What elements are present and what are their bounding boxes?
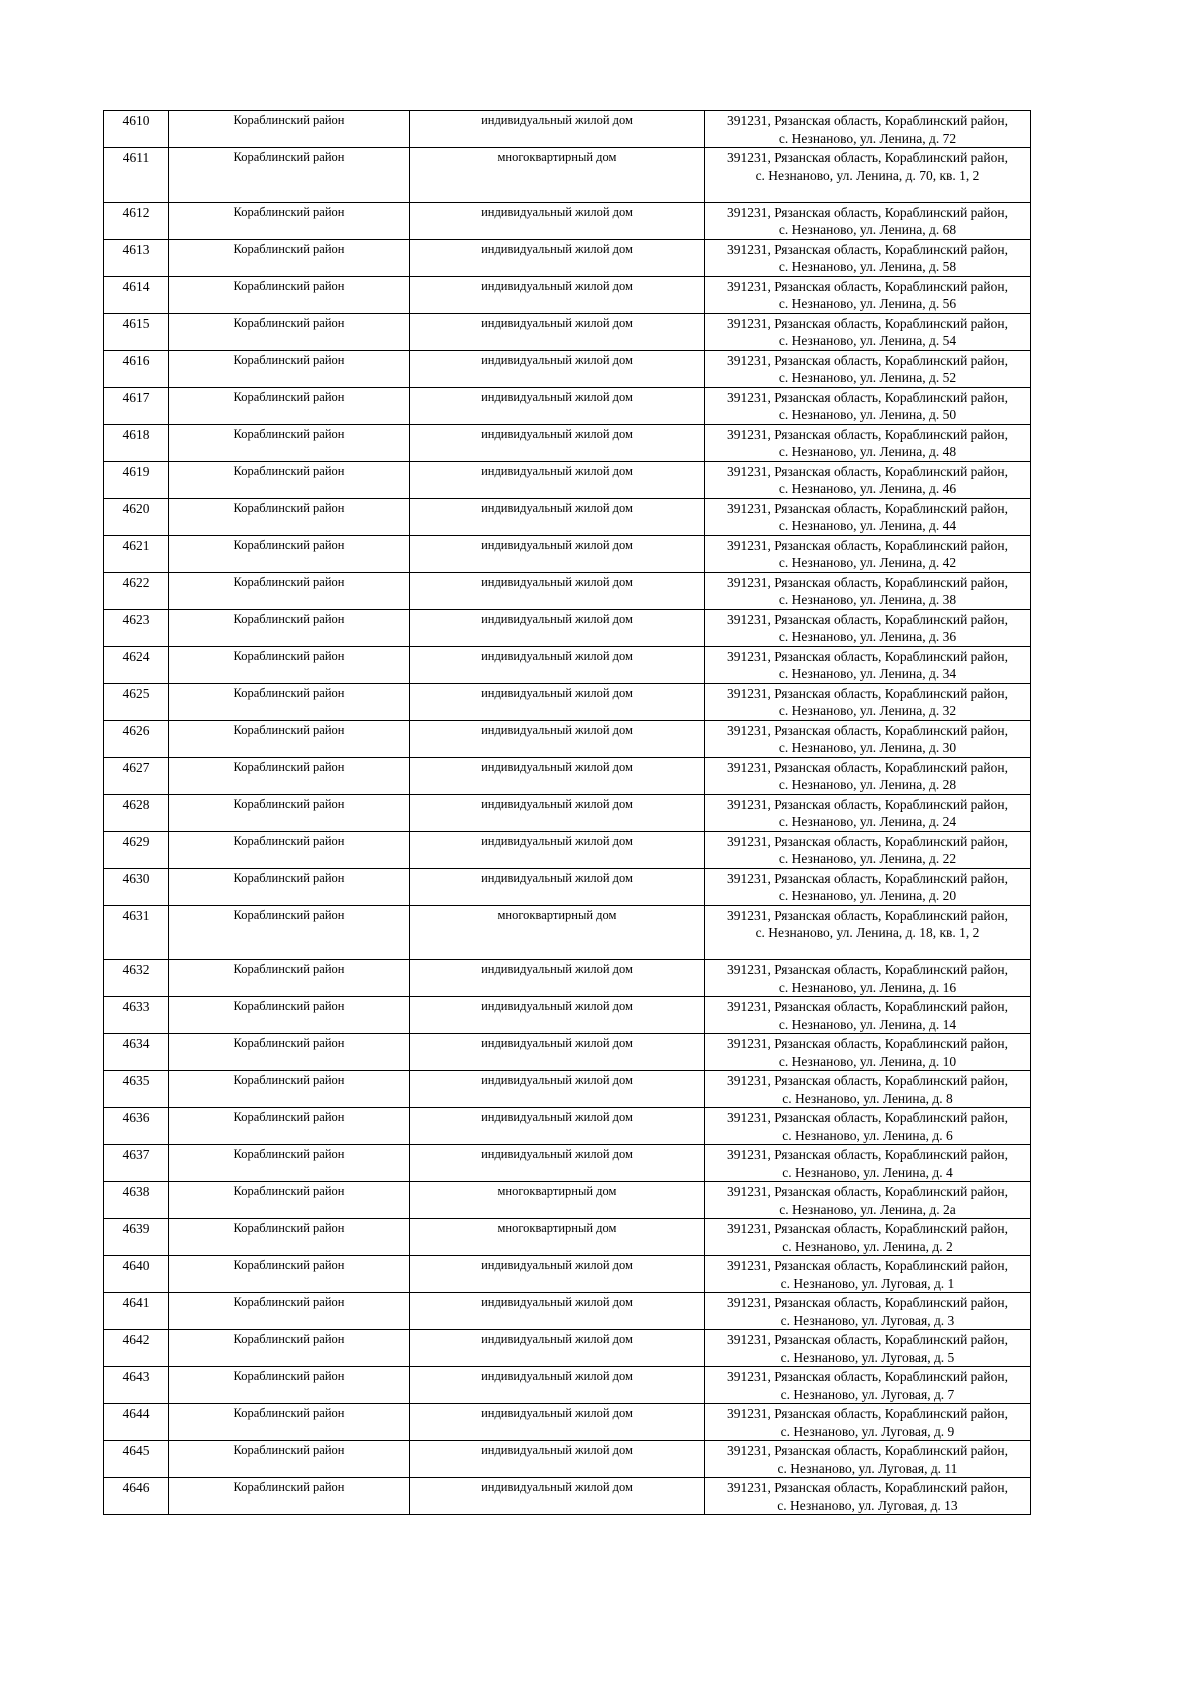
building-type-cell: индивидуальный жилой дом: [410, 498, 705, 535]
row-number: 4620: [104, 498, 169, 535]
address-cell: [705, 498, 1031, 535]
address-line-2: с. Незнаново, ул. Ленина, д. 2: [782, 1238, 953, 1254]
table-row: [104, 535, 1031, 572]
address-cell: [705, 905, 1031, 960]
row-number: 4642: [104, 1330, 169, 1367]
address-line-1: 391231, Рязанская область, Кораблинский район,: [727, 685, 1008, 701]
building-type-cell: индивидуальный жилой дом: [410, 1441, 705, 1478]
row-number: 4624: [104, 646, 169, 683]
row-number: 4610: [104, 111, 169, 148]
building-type-cell: индивидуальный жилой дом: [410, 1404, 705, 1441]
row-number: 4637: [104, 1145, 169, 1182]
district-cell: Кораблинский район: [169, 572, 410, 609]
row-number: 4616: [104, 350, 169, 387]
table-body: [104, 111, 1031, 1515]
address-line-2: с. Незнаново, ул. Луговая, д. 7: [780, 1386, 955, 1402]
building-type-cell: индивидуальный жилой дом: [410, 868, 705, 905]
table-row: [104, 1108, 1031, 1145]
table-row: [104, 757, 1031, 794]
address-line-2: с. Незнаново, ул. Ленина, д. 50: [778, 407, 957, 422]
district-cell: Кораблинский район: [169, 387, 410, 424]
address-cell: [705, 313, 1031, 350]
row-number: 4632: [104, 960, 169, 997]
table-row: [104, 1478, 1031, 1515]
address-line-2: с. Незнаново, ул. Ленина, д. 28: [778, 777, 957, 792]
building-type-cell: индивидуальный жилой дом: [410, 1478, 705, 1515]
table-row: [104, 720, 1031, 757]
district-cell: Кораблинский район: [169, 1034, 410, 1071]
district-cell: Кораблинский район: [169, 831, 410, 868]
district-cell: Кораблинский район: [169, 1108, 410, 1145]
address-line-2: с. Незнаново, ул. Ленина, д. 34: [778, 666, 957, 681]
row-number: 4630: [104, 868, 169, 905]
table-row: [104, 424, 1031, 461]
address-line-1: 391231, Рязанская область, Кораблинский район,: [727, 1221, 1008, 1236]
address-cell: [705, 239, 1031, 276]
address-cell: [705, 683, 1031, 720]
district-cell: Кораблинский район: [169, 1441, 410, 1478]
address-line-1: 391231, Рязанская область, Кораблинский район,: [727, 241, 1008, 257]
building-type-cell: индивидуальный жилой дом: [410, 794, 705, 831]
address-cell: [705, 1034, 1031, 1071]
table-row: [104, 1367, 1031, 1404]
building-type-cell: индивидуальный жилой дом: [410, 276, 705, 313]
district-cell: Кораблинский район: [169, 1145, 410, 1182]
address-line-1: 391231, Рязанская область, Кораблинский район,: [727, 611, 1008, 627]
row-number: 4633: [104, 997, 169, 1034]
building-type-cell: индивидуальный жилой дом: [410, 424, 705, 461]
building-type-cell: индивидуальный жилой дом: [410, 1367, 705, 1404]
building-type-cell: индивидуальный жилой дом: [410, 720, 705, 757]
district-cell: Кораблинский район: [169, 1367, 410, 1404]
building-type-cell: индивидуальный жилой дом: [410, 1071, 705, 1108]
district-cell: Кораблинский район: [169, 461, 410, 498]
address-line-2: с. Незнаново, ул. Ленина, д. 20: [778, 888, 957, 903]
address-cell: [705, 387, 1031, 424]
table-row: [104, 1034, 1031, 1071]
row-number: 4628: [104, 794, 169, 831]
building-type-cell: многоквартирный дом: [410, 1219, 705, 1256]
district-cell: Кораблинский район: [169, 757, 410, 794]
district-cell: Кораблинский район: [169, 960, 410, 997]
table-row: [104, 239, 1031, 276]
table-row: [104, 1145, 1031, 1182]
building-type-cell: индивидуальный жилой дом: [410, 757, 705, 794]
table-row: [104, 313, 1031, 350]
address-line-2: с. Незнаново, ул. Ленина, д. 16: [778, 979, 957, 995]
district-cell: Кораблинский район: [169, 1330, 410, 1367]
row-number: 4618: [104, 424, 169, 461]
table-row: [104, 1071, 1031, 1108]
address-cell: [705, 1145, 1031, 1182]
address-line-1: 391231, Рязанская область, Кораблинский район,: [727, 389, 1008, 405]
address-line-1: 391231, Рязанская область, Кораблинский район,: [727, 463, 1008, 479]
building-type-cell: индивидуальный жилой дом: [410, 1145, 705, 1182]
building-type-cell: индивидуальный жилой дом: [410, 1034, 705, 1071]
district-cell: Кораблинский район: [169, 868, 410, 905]
address-line-1: 391231, Рязанская область, Кораблинский район,: [727, 1073, 1008, 1088]
address-line-2: с. Незнаново, ул. Ленина, д. 4: [782, 1164, 953, 1180]
address-line-2: с. Незнаново, ул. Ленина, д. 6: [782, 1127, 953, 1143]
district-cell: Кораблинский район: [169, 1404, 410, 1441]
address-line-1: 391231, Рязанская область, Кораблинский район,: [727, 870, 1008, 886]
housing-registry-table: [103, 110, 1031, 1515]
building-type-cell: многоквартирный дом: [410, 148, 705, 203]
row-number: 4623: [104, 609, 169, 646]
district-cell: Кораблинский район: [169, 905, 410, 960]
district-cell: Кораблинский район: [169, 1182, 410, 1219]
row-number: 4638: [104, 1182, 169, 1219]
table-row: [104, 831, 1031, 868]
row-number: 4646: [104, 1478, 169, 1515]
table-row: [104, 387, 1031, 424]
district-cell: Кораблинский район: [169, 276, 410, 313]
address-cell: [705, 111, 1031, 148]
row-number: 4621: [104, 535, 169, 572]
district-cell: Кораблинский район: [169, 239, 410, 276]
table-row: [104, 498, 1031, 535]
table-row: [104, 1256, 1031, 1293]
building-type-cell: индивидуальный жилой дом: [410, 960, 705, 997]
row-number: 4612: [104, 202, 169, 239]
building-type-cell: индивидуальный жилой дом: [410, 313, 705, 350]
address-line-1: 391231, Рязанская область, Кораблинский район,: [727, 722, 1008, 738]
building-type-cell: индивидуальный жилой дом: [410, 1256, 705, 1293]
row-number: 4636: [104, 1108, 169, 1145]
building-type-cell: многоквартирный дом: [410, 1182, 705, 1219]
address-cell: [705, 794, 1031, 831]
district-cell: Кораблинский район: [169, 794, 410, 831]
building-type-cell: индивидуальный жилой дом: [410, 535, 705, 572]
address-cell: [705, 720, 1031, 757]
address-cell: [705, 1404, 1031, 1441]
table-row: [104, 646, 1031, 683]
building-type-cell: индивидуальный жилой дом: [410, 609, 705, 646]
address-cell: [705, 1219, 1031, 1256]
address-line-1: 391231, Рязанская область, Кораблинский район,: [727, 1443, 1008, 1458]
row-number: 4611: [104, 148, 169, 203]
row-number: 4640: [104, 1256, 169, 1293]
address-cell: [705, 1367, 1031, 1404]
table-row: [104, 350, 1031, 387]
table-row: [104, 905, 1031, 960]
table-row: [104, 148, 1031, 203]
row-number: 4626: [104, 720, 169, 757]
district-cell: Кораблинский район: [169, 1256, 410, 1293]
address-line-2: с. Незнаново, ул. Ленина, д. 24: [778, 814, 957, 829]
row-number: 4619: [104, 461, 169, 498]
district-cell: Кораблинский район: [169, 202, 410, 239]
address-line-1: 391231, Рязанская область, Кораблинский район,: [727, 962, 1008, 977]
address-line-2: с. Незнаново, ул. Ленина, д. 32: [778, 703, 957, 718]
address-line-2: с. Незнаново, ул. Ленина, д. 48: [778, 444, 957, 459]
address-line-2: с. Незнаново, ул. Ленина, д. 52: [778, 370, 957, 385]
district-cell: Кораблинский район: [169, 1071, 410, 1108]
building-type-cell: индивидуальный жилой дом: [410, 111, 705, 148]
table-row: [104, 1441, 1031, 1478]
building-type-cell: индивидуальный жилой дом: [410, 239, 705, 276]
table-row: [104, 276, 1031, 313]
row-number: 4634: [104, 1034, 169, 1071]
address-cell: [705, 202, 1031, 239]
row-number: 4644: [104, 1404, 169, 1441]
district-cell: Кораблинский район: [169, 720, 410, 757]
address-line-2: с. Незнаново, ул. Ленина, д. 44: [778, 518, 957, 533]
address-line-1: 391231, Рязанская область, Кораблинский район,: [727, 907, 1008, 923]
row-number: 4615: [104, 313, 169, 350]
address-line-1: 391231, Рязанская область, Кораблинский район,: [727, 1480, 1008, 1495]
district-cell: Кораблинский район: [169, 148, 410, 203]
table-row: [104, 997, 1031, 1034]
address-line-1: 391231, Рязанская область, Кораблинский район,: [727, 1369, 1008, 1384]
address-line-1: 391231, Рязанская область, Кораблинский район,: [727, 113, 1008, 128]
address-line-2: с. Незнаново, ул. Ленина, д. 58: [778, 259, 957, 274]
address-cell: [705, 461, 1031, 498]
district-cell: Кораблинский район: [169, 498, 410, 535]
address-line-2: с. Незнаново, ул. Луговая, д. 11: [777, 1460, 958, 1476]
address-line-2: с. Незнаново, ул. Ленина, д. 8: [782, 1090, 953, 1106]
address-cell: [705, 868, 1031, 905]
table-row: [104, 202, 1031, 239]
table-row: [104, 1219, 1031, 1256]
district-cell: Кораблинский район: [169, 997, 410, 1034]
address-cell: [705, 276, 1031, 313]
address-cell: [705, 757, 1031, 794]
address-line-1: 391231, Рязанская область, Кораблинский район,: [727, 426, 1008, 442]
building-type-cell: индивидуальный жилой дом: [410, 461, 705, 498]
address-cell: [705, 997, 1031, 1034]
address-line-2: с. Незнаново, ул. Луговая, д. 5: [780, 1349, 955, 1365]
address-cell: [705, 1293, 1031, 1330]
address-cell: [705, 1330, 1031, 1367]
table-row: [104, 960, 1031, 997]
district-cell: Кораблинский район: [169, 609, 410, 646]
row-number: 4625: [104, 683, 169, 720]
row-number: 4613: [104, 239, 169, 276]
address-line-1: 391231, Рязанская область, Кораблинский район,: [727, 150, 1008, 165]
address-cell: [705, 1182, 1031, 1219]
address-line-1: 391231, Рязанская область, Кораблинский район,: [727, 1184, 1008, 1199]
address-line-2: с. Незнаново, ул. Ленина, д. 42: [778, 555, 957, 570]
address-line-1: 391231, Рязанская область, Кораблинский район,: [727, 648, 1008, 664]
address-line-2: с. Незнаново, ул. Луговая, д. 9: [780, 1423, 955, 1439]
address-line-2: с. Незнаново, ул. Ленина, д. 68: [778, 222, 957, 237]
table-row: [104, 683, 1031, 720]
address-line-1: 391231, Рязанская область, Кораблинский район,: [727, 796, 1008, 812]
address-line-1: 391231, Рязанская область, Кораблинский район,: [727, 833, 1008, 849]
row-number: 4635: [104, 1071, 169, 1108]
district-cell: Кораблинский район: [169, 683, 410, 720]
address-line-1: 391231, Рязанская область, Кораблинский район,: [727, 1332, 1008, 1347]
address-cell: [705, 424, 1031, 461]
building-type-cell: индивидуальный жилой дом: [410, 387, 705, 424]
address-line-2: с. Незнаново, ул. Ленина, д. 2а: [779, 1201, 956, 1217]
address-line-1: 391231, Рязанская область, Кораблинский район,: [727, 315, 1008, 331]
address-cell: [705, 609, 1031, 646]
table-row: [104, 794, 1031, 831]
building-type-cell: индивидуальный жилой дом: [410, 997, 705, 1034]
address-cell: [705, 831, 1031, 868]
district-cell: Кораблинский район: [169, 1478, 410, 1515]
address-line-2: с. Незнаново, ул. Ленина, д. 30: [778, 740, 957, 755]
address-cell: [705, 1071, 1031, 1108]
table-row: [104, 1330, 1031, 1367]
address-line-1: 391231, Рязанская область, Кораблинский район,: [727, 352, 1008, 368]
address-line-2: с. Незнаново, ул. Ленина, д. 14: [778, 1016, 957, 1032]
district-cell: Кораблинский район: [169, 646, 410, 683]
building-type-cell: индивидуальный жилой дом: [410, 1293, 705, 1330]
address-cell: [705, 535, 1031, 572]
address-cell: [705, 646, 1031, 683]
address-line-2: с. Незнаново, ул. Ленина, д. 56: [778, 296, 957, 311]
address-line-2: с. Незнаново, ул. Луговая, д. 13: [777, 1497, 958, 1513]
address-line-2: с. Незнаново, ул. Ленина, д. 36: [778, 629, 957, 644]
row-number: 4614: [104, 276, 169, 313]
row-number: 4622: [104, 572, 169, 609]
building-type-cell: многоквартирный дом: [410, 905, 705, 960]
district-cell: Кораблинский район: [169, 535, 410, 572]
address-line-2: с. Незнаново, ул. Ленина, д. 18, кв. 1, 2: [755, 925, 980, 940]
table-row: [104, 111, 1031, 148]
row-number: 4645: [104, 1441, 169, 1478]
building-type-cell: индивидуальный жилой дом: [410, 831, 705, 868]
address-line-1: 391231, Рязанская область, Кораблинский район,: [727, 1406, 1008, 1421]
table-row: [104, 461, 1031, 498]
table-row: [104, 1182, 1031, 1219]
address-line-1: 391231, Рязанская область, Кораблинский район,: [727, 204, 1008, 220]
row-number: 4627: [104, 757, 169, 794]
address-cell: [705, 1441, 1031, 1478]
district-cell: Кораблинский район: [169, 111, 410, 148]
address-line-2: с. Незнаново, ул. Ленина, д. 46: [778, 481, 957, 496]
building-type-cell: индивидуальный жилой дом: [410, 202, 705, 239]
row-number: 4629: [104, 831, 169, 868]
district-cell: Кораблинский район: [169, 1293, 410, 1330]
address-line-1: 391231, Рязанская область, Кораблинский район,: [727, 1110, 1008, 1125]
table-row: [104, 1293, 1031, 1330]
address-line-2: с. Незнаново, ул. Ленина, д. 10: [778, 1053, 957, 1069]
table-row: [104, 1404, 1031, 1441]
building-type-cell: индивидуальный жилой дом: [410, 350, 705, 387]
address-line-2: с. Незнаново, ул. Ленина, д. 22: [778, 851, 957, 866]
row-number: 4643: [104, 1367, 169, 1404]
address-line-1: 391231, Рязанская область, Кораблинский район,: [727, 500, 1008, 516]
district-cell: Кораблинский район: [169, 1219, 410, 1256]
address-line-2: с. Незнаново, ул. Луговая, д. 3: [780, 1312, 955, 1328]
address-line-2: с. Незнаново, ул. Ленина, д. 70, кв. 1, 2: [755, 167, 980, 183]
row-number: 4639: [104, 1219, 169, 1256]
building-type-cell: индивидуальный жилой дом: [410, 1108, 705, 1145]
row-number: 4617: [104, 387, 169, 424]
address-cell: [705, 1478, 1031, 1515]
district-cell: Кораблинский район: [169, 424, 410, 461]
table-row: [104, 609, 1031, 646]
table-row: [104, 868, 1031, 905]
building-type-cell: индивидуальный жилой дом: [410, 646, 705, 683]
address-cell: [705, 572, 1031, 609]
address-line-2: с. Незнаново, ул. Ленина, д. 72: [778, 130, 957, 146]
building-type-cell: индивидуальный жилой дом: [410, 572, 705, 609]
district-cell: Кораблинский район: [169, 313, 410, 350]
row-number: 4641: [104, 1293, 169, 1330]
address-line-1: 391231, Рязанская область, Кораблинский район,: [727, 1036, 1008, 1051]
address-cell: [705, 350, 1031, 387]
address-line-1: 391231, Рязанская область, Кораблинский район,: [727, 1295, 1008, 1310]
address-cell: [705, 1256, 1031, 1293]
building-type-cell: индивидуальный жилой дом: [410, 1330, 705, 1367]
district-cell: Кораблинский район: [169, 350, 410, 387]
row-number: 4631: [104, 905, 169, 960]
address-line-1: 391231, Рязанская область, Кораблинский район,: [727, 1147, 1008, 1162]
address-line-1: 391231, Рязанская область, Кораблинский район,: [727, 278, 1008, 294]
address-cell: [705, 148, 1031, 203]
address-line-1: 391231, Рязанская область, Кораблинский район,: [727, 537, 1008, 553]
address-line-1: 391231, Рязанская область, Кораблинский район,: [727, 999, 1008, 1014]
address-line-1: 391231, Рязанская область, Кораблинский район,: [727, 574, 1008, 590]
address-line-2: с. Незнаново, ул. Луговая, д. 1: [780, 1275, 955, 1291]
address-line-2: с. Незнаново, ул. Ленина, д. 54: [778, 333, 957, 348]
address-line-1: 391231, Рязанская область, Кораблинский район,: [727, 759, 1008, 775]
address-line-2: с. Незнаново, ул. Ленина, д. 38: [778, 592, 957, 607]
building-type-cell: индивидуальный жилой дом: [410, 683, 705, 720]
address-cell: [705, 960, 1031, 997]
table-row: [104, 572, 1031, 609]
address-cell: [705, 1108, 1031, 1145]
address-line-1: 391231, Рязанская область, Кораблинский район,: [727, 1258, 1008, 1273]
